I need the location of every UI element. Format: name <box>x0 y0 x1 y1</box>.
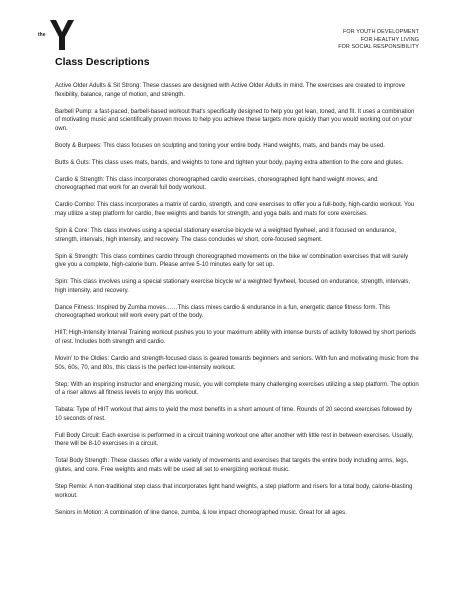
main-content <box>55 56 419 526</box>
page-title: Class Descriptions <box>55 56 150 68</box>
class-description: Spin & Core: This class involves using a special stationary exercise bicycle w/ a weighted flywheel, and it focused on endurance, strength, intervals, high intensity, and recovery. The class concludes w/ short, core-focused segment. <box>55 228 397 243</box>
class-description: Barbell Pump: a fast-paced, barbell-based workout that's specifically designed to help you get lean, toned, and fit. It uses a combination of motivating music and scientifically proven moves to help you achieve these targets more quickly than you would working out on your own. <box>55 108 415 132</box>
class-description: Full Body Circuit: Each exercise is performed in a circuit training workout one after another with little rest in between exercises. Usually, there will be 8-10 exercises in a circuit. <box>55 432 414 448</box>
class-description: Butts & Guts: This class uses mats, bands, and weights to tone and tighten your body, paying extra attention to the core and glutes. <box>55 159 404 166</box>
ymca-logo <box>38 18 82 52</box>
class-description: HIIT: High-Intensity Interval Training workout pushes you to your maximum ability with intense bursts of activity followed by short periods of rest. Includes both strength and cardio. <box>55 330 416 345</box>
class-description: Total Body Strength: These classes offer a wide variety of movements and exercises that targets the entire body including arms, legs, glutes, and core. Free weights and mats will be used all set to energizing workout music. <box>55 458 409 473</box>
class-description: Tabata: Type of HIIT workout that aims to yield the most benefits in a short amount of time. Rounds of 20 second exercises followed by 10 seconds of rest. <box>55 407 412 422</box>
class-description: Movin' to the Oldies: Cardio and strength-focused class is geared towards beginners and seniors. With fun and motivating music from the 50s, 60s, 70, and 80s, this class is the perfect low-intensity workout. <box>55 356 419 371</box>
class-description: Dance Fitness: Inspired by Zumba moves……This class mixes cardio & endurance in a fun, energetic dance fitness form. This choreographed workout will work every part of the body. <box>55 304 391 320</box>
class-description: Step: With an inspiring instructor and energizing music, you will complete many challenging exercises utilizing a step platform. The option of a riser allows all fitness levels to enjoy this workout. <box>55 381 419 397</box>
logo-wordmark: the <box>38 32 46 38</box>
tagline-line: FOR HEALTHY LIVING <box>360 36 419 43</box>
tagline-line: FOR SOCIAL RESPONSIBILITY <box>338 44 419 51</box>
page-header <box>0 10 474 52</box>
class-description: Spin & Strength: This class combines cardio through choreographed movements on the bike w/ combination exercises that will surely give you a complete, high-calorie burn. Please arrive 5-10 minutes early for set up. <box>55 253 409 269</box>
class-description: Seniors in Motion: A combination of line dance, zumba, & low impact choreographed music. Great for all ages. <box>55 509 347 516</box>
class-description: Cardio Combo: This class incorporates a matrix of cardio, strength, and core exercises to offer you a full-body, high-cardio workout. You may utilize a step platform for cardio, free weights and bands for strength, and yoga balls and mats for core exercises. <box>55 202 415 217</box>
class-description: Spin: This class involves using a special stationary exercise bicycle w/ a weighted flywheel, focused on endurance, strength, intervals, high intensity, and recovery. <box>55 279 411 294</box>
class-description: Cardio & Strength: This class incorporates choreographed cardio exercises, choreographed light hand weight moves, and choreographed mat work for an overall full body workout. <box>55 176 378 192</box>
tagline-line: FOR YOUTH DEVELOPMENT <box>343 29 419 35</box>
class-description: Step Remix: A non-traditional step class that incorporates light hand weights, a step platform and risers for a total body, calorie-blasting workout. <box>55 484 413 499</box>
class-description: Active Older Adults & Sit Strong: These classes are designed with Active Older Adults in mind. The exercises are created to improve flexibility, balance, range of motion, and strength. <box>55 83 405 98</box>
class-description: Booty & Burpees: This class focuses on sculpting and toning your entire body. Hand weights, mats, and bands may be used. <box>55 142 385 149</box>
tagline <box>338 29 419 52</box>
